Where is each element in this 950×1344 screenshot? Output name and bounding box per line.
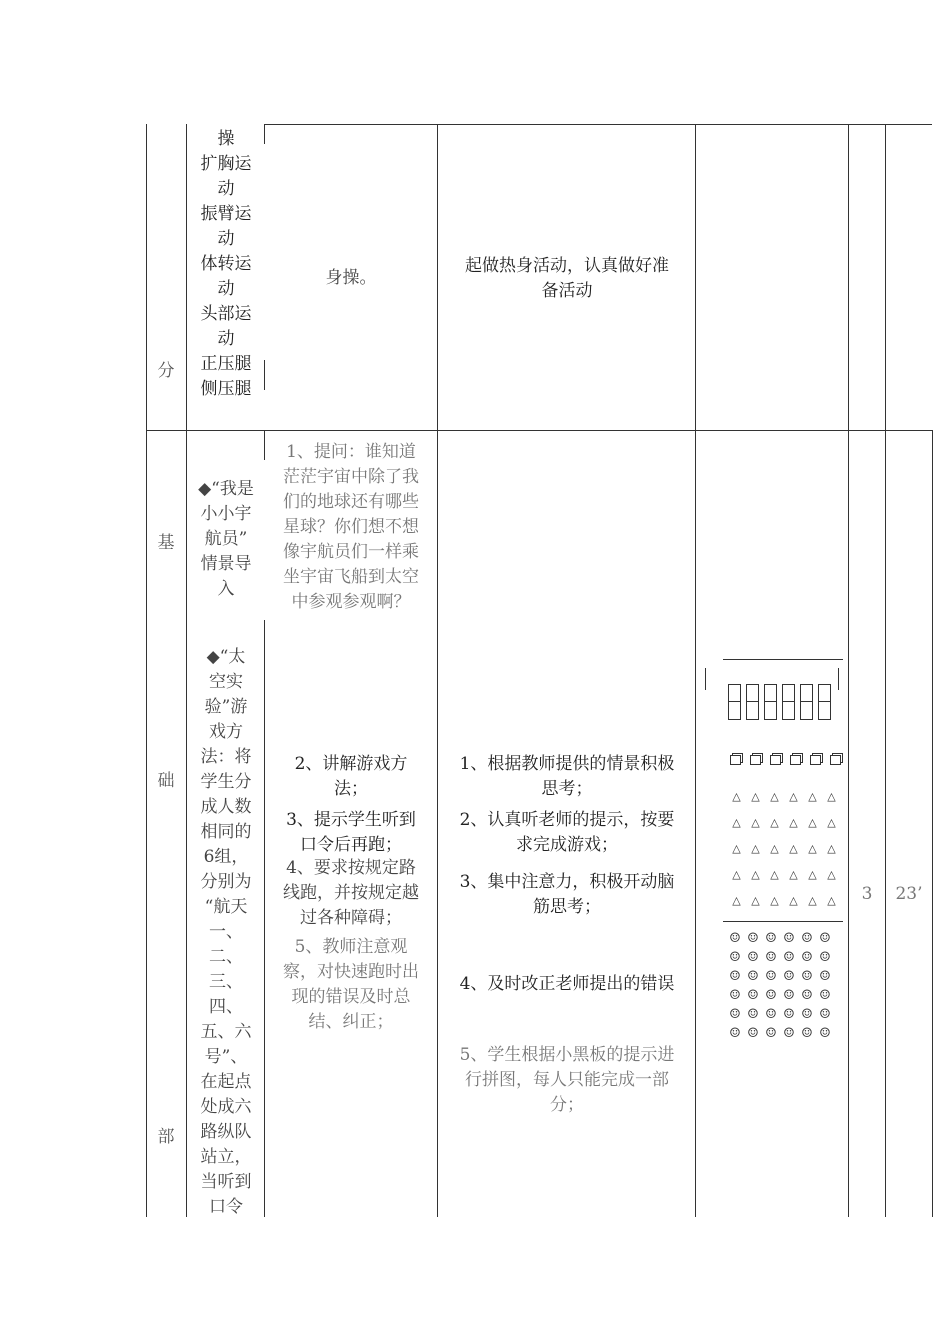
column-divider-2	[264, 124, 265, 144]
intro-line: 航员”	[204, 529, 248, 549]
student-icon: ☺	[747, 969, 759, 984]
obstacle-icon	[750, 755, 761, 765]
student-step-line: 2、认真听老师的提示，按要	[459, 810, 675, 830]
section-label-ji: 基	[157, 533, 175, 553]
student-icon: ☺	[729, 1007, 741, 1022]
goal-line	[723, 659, 843, 660]
game-line: 戏方	[209, 722, 243, 742]
triangle-marker-icon: △	[751, 790, 760, 803]
student-icon: ☺	[801, 931, 813, 946]
student-icon: ☺	[801, 1007, 813, 1022]
game-line: 学生分	[200, 772, 252, 792]
student-step-line: 求完成游戏；	[516, 835, 618, 855]
question-line: 们的地球还有哪些	[283, 492, 419, 512]
triangle-marker-icon: △	[789, 790, 798, 803]
student-step-5	[440, 1043, 694, 1118]
teacher-step-line: 察，对快速跑时出	[283, 962, 419, 982]
student-warmup-line: 起做热身活动，认真做好准	[465, 256, 669, 276]
student-row	[728, 1008, 832, 1022]
game-line: 站立，	[200, 1147, 252, 1167]
student-icon: ☺	[765, 988, 777, 1003]
student-icon: ☺	[801, 950, 813, 965]
game-line: 相同的	[200, 822, 252, 842]
student-icon: ☺	[801, 1026, 813, 1041]
teacher-step-4	[266, 856, 436, 931]
goal-icon	[746, 684, 759, 720]
triangle-marker-icon: △	[770, 868, 779, 881]
student-step-line: 1、根据教师提供的情景积极	[459, 754, 675, 774]
student-icon: ☺	[819, 969, 831, 984]
student-icon: ☺	[819, 1007, 831, 1022]
question-line: 中参观参观啊？	[291, 592, 411, 612]
student-step-2	[440, 808, 694, 858]
intro-line: 情景导	[200, 554, 252, 574]
triangle-marker-icon: △	[827, 790, 836, 803]
game-line: 路纵队	[200, 1122, 252, 1142]
triangle-marker-icon: △	[827, 842, 836, 855]
teacher-question	[266, 440, 436, 615]
student-icon: ☺	[783, 1026, 795, 1041]
triangle-marker-icon: △	[770, 842, 779, 855]
game-line: 四、	[209, 997, 243, 1017]
goal-icon	[764, 684, 777, 720]
teacher-step-5	[266, 935, 436, 1035]
teacher-step-2	[266, 752, 436, 802]
student-step-line: 分；	[550, 1095, 584, 1115]
game-line: 当听到	[200, 1172, 252, 1192]
warmup-line: 动	[217, 179, 235, 199]
goal-marker-left	[705, 668, 706, 690]
student-step-line: 3、集中注意力，积极开动脑	[459, 872, 675, 892]
student-step-3	[440, 870, 694, 920]
triangle-marker-icon: △	[789, 894, 798, 907]
game-line: 口令	[209, 1197, 243, 1217]
student-step-1	[440, 752, 694, 802]
teacher-step-line: 现的错误及时总	[291, 987, 411, 1007]
student-icon: ☺	[747, 1007, 759, 1022]
question-line: 星球？你们想不想	[283, 517, 419, 537]
teacher-step-3	[266, 808, 436, 858]
column-divider-2b	[264, 360, 265, 390]
triangle-marker-icon: △	[732, 894, 741, 907]
duration: 23’	[895, 884, 923, 904]
teacher-step-line: 口令后再跑；	[300, 835, 402, 855]
goal-icon	[818, 684, 831, 720]
student-icon: ☺	[747, 988, 759, 1003]
student-icon: ☺	[747, 1026, 759, 1041]
game-line: “航天	[204, 897, 248, 917]
student-icon: ☺	[729, 969, 741, 984]
triangle-marker-icon: △	[751, 816, 760, 829]
student-icon: ☺	[819, 950, 831, 965]
column-divider-6	[885, 124, 886, 1217]
student-icon: ☺	[729, 988, 741, 1003]
warmup-line: 正压腿	[200, 354, 252, 374]
triangle-row	[730, 816, 838, 830]
teacher-warmup-text: 身操。	[325, 268, 377, 288]
teacher-step-line: 过各种障碍；	[300, 908, 402, 928]
obstacle-row	[730, 755, 841, 765]
intro-line: ◆“我是	[198, 479, 254, 499]
goal-icon	[782, 684, 795, 720]
student-icon: ☺	[747, 931, 759, 946]
student-icon: ☺	[783, 988, 795, 1003]
triangle-marker-icon: △	[732, 868, 741, 881]
formation-diagram	[700, 650, 845, 1050]
triangle-marker-icon: △	[770, 894, 779, 907]
student-icon: ☺	[801, 969, 813, 984]
teacher-step-line: 4、要求按规定路	[286, 858, 416, 878]
student-icon: ☺	[765, 1026, 777, 1041]
student-icon: ☺	[819, 1026, 831, 1041]
triangle-marker-icon: △	[751, 894, 760, 907]
student-icon: ☺	[783, 950, 795, 965]
game-method	[188, 645, 264, 1220]
section-label-bu: 部	[157, 1127, 175, 1147]
triangle-marker-icon: △	[770, 790, 779, 803]
question-line: 坐宇宙飞船到太空	[283, 567, 419, 587]
game-line: 一、	[209, 922, 243, 942]
student-icon: ☺	[765, 1007, 777, 1022]
repetition-count: 3	[861, 884, 873, 904]
game-line: 三、	[209, 972, 243, 992]
teacher-step-line: 3、提示学生听到	[286, 810, 416, 830]
game-line: 二、	[209, 947, 243, 967]
obstacle-icon	[770, 755, 781, 765]
obstacle-icon	[790, 755, 801, 765]
warmup-line: 动	[217, 229, 235, 249]
warmup-exercise-list	[188, 127, 264, 402]
column-divider-2c	[264, 430, 265, 460]
game-line: 法：将	[200, 747, 252, 767]
warmup-line: 振臂运	[200, 204, 252, 224]
start-line	[723, 921, 843, 922]
triangle-marker-icon: △	[770, 816, 779, 829]
student-icon: ☺	[765, 931, 777, 946]
student-icon: ☺	[801, 988, 813, 1003]
game-line: 验”游	[204, 697, 248, 717]
game-line: 在起点	[200, 1072, 252, 1092]
game-line: 五、六	[200, 1022, 252, 1042]
triangle-row	[730, 842, 838, 856]
student-icon: ☺	[765, 950, 777, 965]
game-line: 处成六	[200, 1097, 252, 1117]
student-row	[728, 989, 832, 1003]
triangle-marker-icon: △	[808, 790, 817, 803]
game-line: 6组，	[203, 847, 249, 867]
teacher-step-line: 法；	[334, 779, 368, 799]
student-icon: ☺	[729, 950, 741, 965]
row-divider-section	[146, 430, 932, 431]
section-label-chu: 础	[157, 771, 175, 791]
triangle-marker-icon: △	[827, 816, 836, 829]
goal-marker-right	[838, 668, 839, 690]
teacher-step-line: 结、纠正；	[308, 1012, 394, 1032]
obstacle-icon	[810, 755, 821, 765]
question-line: 1、提问：谁知道	[286, 442, 416, 462]
teacher-step-line: 5、教师注意观	[294, 937, 408, 957]
student-icon: ☺	[783, 969, 795, 984]
section-label-top: 分	[157, 361, 175, 381]
column-divider-4	[695, 124, 696, 1217]
student-warmup-line: 备活动	[541, 281, 593, 301]
triangle-marker-icon: △	[789, 842, 798, 855]
student-step-line: 5、学生根据小黑板的提示进	[459, 1045, 675, 1065]
student-icon: ☺	[729, 1026, 741, 1041]
triangle-row	[730, 790, 838, 804]
triangle-marker-icon: △	[751, 842, 760, 855]
question-line: 像宇航员们一样乘	[283, 542, 419, 562]
triangle-row	[730, 868, 838, 882]
intro-line: 入	[217, 579, 235, 599]
student-icon: ☺	[819, 988, 831, 1003]
triangle-marker-icon: △	[732, 790, 741, 803]
triangle-marker-icon: △	[827, 868, 836, 881]
game-line: 成人数	[200, 797, 252, 817]
column-divider-2d	[264, 620, 265, 1217]
student-step-line: 行拼图，每人只能完成一部	[465, 1070, 669, 1090]
warmup-line: 体转运	[200, 254, 252, 274]
goal-icon	[800, 684, 813, 720]
student-row	[728, 932, 832, 946]
scenario-intro	[188, 477, 264, 602]
student-step-4	[440, 972, 694, 997]
triangle-marker-icon: △	[789, 816, 798, 829]
game-line: 分别为	[200, 872, 252, 892]
game-line: 空实	[209, 672, 243, 692]
triangle-marker-icon: △	[808, 868, 817, 881]
obstacle-icon	[830, 755, 841, 765]
warmup-line: 动	[217, 329, 235, 349]
student-icon: ☺	[729, 931, 741, 946]
student-step-line: 筋思考；	[533, 897, 601, 917]
column-divider-3	[437, 124, 438, 1217]
triangle-marker-icon: △	[732, 842, 741, 855]
obstacle-icon	[730, 755, 741, 765]
triangle-row	[730, 894, 838, 908]
column-divider-1	[186, 124, 187, 1217]
student-row	[728, 951, 832, 965]
teacher-step-line: 2、讲解游戏方	[294, 754, 408, 774]
student-icon: ☺	[783, 931, 795, 946]
student-icon: ☺	[765, 969, 777, 984]
row-divider-top	[264, 124, 932, 125]
student-row	[728, 970, 832, 984]
table-border-right	[932, 430, 933, 1217]
student-warmup-text	[440, 254, 694, 304]
student-step-line: 思考；	[541, 779, 593, 799]
table-border-left	[146, 124, 147, 1217]
goal-row	[728, 684, 831, 720]
intro-line: 小小宇	[200, 504, 252, 524]
teacher-step-line: 线跑，并按规定越	[283, 883, 419, 903]
goal-icon	[728, 684, 741, 720]
triangle-marker-icon: △	[808, 894, 817, 907]
question-line: 茫茫宇宙中除了我	[283, 467, 419, 487]
student-icon: ☺	[783, 1007, 795, 1022]
column-divider-5	[848, 124, 849, 1217]
game-line: ◆“太	[206, 647, 246, 667]
triangle-marker-icon: △	[808, 842, 817, 855]
triangle-marker-icon: △	[732, 816, 741, 829]
student-step-line: 4、及时改正老师提出的错误	[459, 974, 675, 994]
triangle-marker-icon: △	[751, 868, 760, 881]
warmup-line: 扩胸运	[200, 154, 252, 174]
student-row	[728, 1027, 832, 1041]
student-icon: ☺	[747, 950, 759, 965]
triangle-marker-icon: △	[808, 816, 817, 829]
triangle-marker-icon: △	[827, 894, 836, 907]
warmup-line: 操	[217, 129, 235, 149]
warmup-line: 侧压腿	[200, 379, 252, 399]
triangle-marker-icon: △	[789, 868, 798, 881]
student-icon: ☺	[819, 931, 831, 946]
game-line: 号”、	[204, 1047, 248, 1067]
warmup-line: 头部运	[200, 304, 252, 324]
warmup-line: 动	[217, 279, 235, 299]
